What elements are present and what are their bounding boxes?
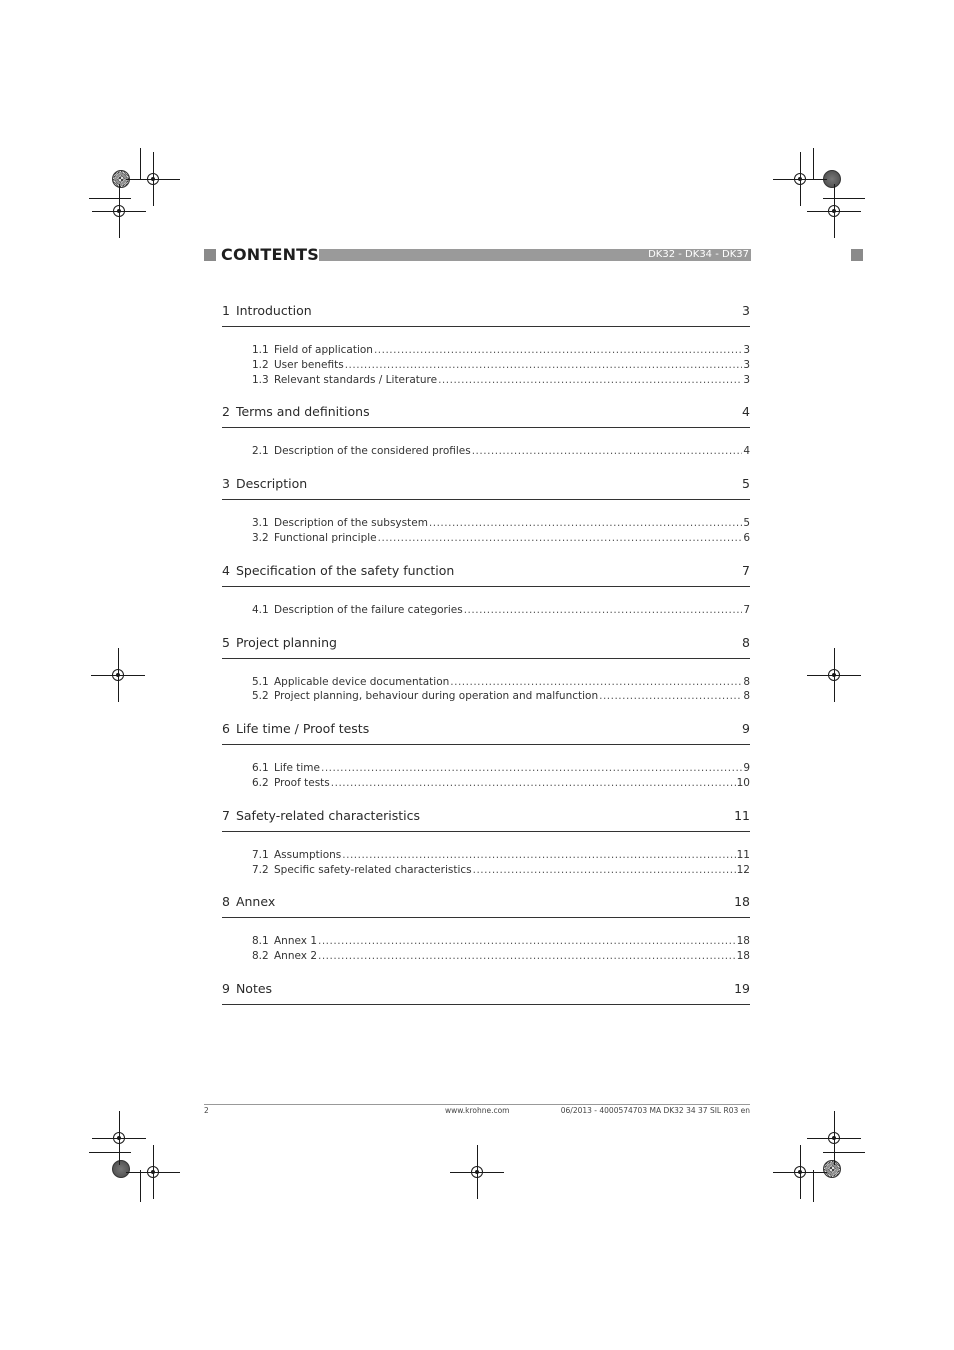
toc-chapter-page: 8 [742, 634, 750, 650]
crop-line [89, 198, 131, 199]
toc-subsection-page: 4 [743, 445, 750, 458]
toc-subsection-row[interactable] [222, 445, 750, 460]
toc-chapter-title: Specification of the safety function [235, 562, 455, 578]
toc-chapter-page: 18 [734, 894, 750, 910]
toc-section [222, 981, 750, 1005]
toc-chapter-row[interactable] [222, 563, 750, 587]
toc-subsection-page: 9 [743, 762, 750, 775]
crop-line [89, 1152, 131, 1153]
header-square-right [851, 249, 863, 261]
toc-section [222, 635, 750, 722]
toc-chapter-title: Terms and definitions [235, 404, 370, 420]
crop-line [813, 148, 814, 180]
toc-leader-dots [464, 604, 743, 616]
toc-subsection-row[interactable] [222, 690, 750, 705]
toc-subsection-row[interactable] [222, 532, 750, 547]
toc-subsection-title: Applicable device documentation [274, 675, 450, 688]
toc-leader-dots [374, 344, 742, 356]
toc-subsection-row[interactable] [222, 950, 750, 965]
toc-subsection-row[interactable] [222, 344, 750, 359]
toc-chapter-title: Description [235, 476, 308, 492]
footer-rule [204, 1104, 750, 1105]
toc-chapter-number: 6 [222, 721, 230, 737]
toc-chapter-row[interactable] [222, 721, 750, 745]
toc-chapter-page: 4 [742, 404, 750, 420]
toc-subsection-row[interactable] [222, 676, 750, 691]
crop-line [823, 198, 865, 199]
toc-chapter-title: Project planning [235, 634, 337, 650]
footer-docref: 06/2013 - 4000574703 MA DK32 34 37 SIL R03 en [560, 1106, 750, 1115]
toc-subsection-page: 11 [736, 848, 750, 861]
toc-chapter-page: 11 [734, 807, 750, 823]
table-of-contents [222, 303, 750, 1005]
toc-chapter-row[interactable] [222, 476, 750, 500]
toc-subsection-page: 5 [743, 517, 750, 530]
toc-subsection-title: Project planning, behaviour during operation and malfunction [274, 690, 599, 703]
toc-subsection-number: 1.3 [252, 373, 269, 386]
toc-chapter-page: 5 [742, 476, 750, 492]
toc-subsection-title: Specific safety-related characteristics [274, 863, 472, 876]
toc-subsection-row[interactable] [222, 777, 750, 792]
toc-chapter-page: 19 [734, 980, 750, 996]
toc-subsection-page: 10 [736, 776, 750, 789]
toc-subsection-number: 5.1 [252, 675, 269, 688]
toc-subsection-number: 1.1 [252, 344, 269, 356]
toc-chapter-number: 7 [222, 807, 230, 823]
toc-subsection-title: Description of the subsystem [274, 517, 428, 530]
toc-subsection-page: 8 [743, 690, 750, 703]
toc-subsection-number: 3.2 [252, 531, 269, 544]
toc-subsection-title: Description of the considered profiles [274, 445, 471, 458]
toc-subsection-page: 8 [743, 675, 750, 688]
toc-subsection-page: 3 [743, 373, 750, 386]
toc-section [222, 404, 750, 476]
crop-line [813, 1170, 814, 1202]
toc-leader-dots [321, 762, 742, 774]
toc-subsection-page: 18 [736, 950, 750, 963]
toc-chapter-page: 7 [742, 562, 750, 578]
toc-subsection-row[interactable] [222, 849, 750, 864]
toc-subsection-title: Assumptions [274, 848, 342, 861]
toc-chapter-row[interactable] [222, 404, 750, 428]
toc-subsection-row[interactable] [222, 374, 750, 389]
toc-subsection-title: Field of application [274, 344, 373, 356]
toc-chapter-page: 3 [742, 303, 750, 318]
toc-subsection-row[interactable] [222, 762, 750, 777]
toc-subsection-title: User benefits [274, 358, 344, 371]
toc-subsection-row[interactable] [222, 359, 750, 374]
toc-chapter-row[interactable] [222, 808, 750, 832]
toc-leader-dots [342, 849, 735, 861]
toc-subsection-row[interactable] [222, 864, 750, 879]
toc-leader-dots [450, 676, 742, 688]
toc-leader-dots [429, 517, 742, 529]
toc-section [222, 721, 750, 808]
toc-chapter-title: Safety-related characteristics [235, 807, 421, 823]
toc-subsection-number: 8.2 [252, 950, 269, 963]
toc-subsection-page: 18 [736, 935, 750, 948]
toc-subsection-page: 7 [743, 603, 750, 616]
toc-chapter-number: 1 [222, 303, 230, 318]
toc-subsection-number: 3.1 [252, 517, 269, 530]
toc-section [222, 476, 750, 563]
toc-chapter-title: Notes [235, 980, 273, 996]
toc-leader-dots [318, 935, 736, 947]
toc-leader-dots [473, 864, 736, 876]
color-target-icon [112, 1160, 130, 1178]
toc-subsection-title: Annex 2 [274, 950, 317, 963]
toc-subsection-row[interactable] [222, 935, 750, 950]
footer-page-number: 2 [204, 1106, 209, 1115]
toc-subsection-page: 3 [743, 344, 750, 356]
toc-section [222, 563, 750, 635]
toc-subsection-number: 1.2 [252, 358, 269, 371]
toc-leader-dots [599, 690, 742, 702]
crop-line [140, 148, 141, 180]
toc-chapter-title: Annex [235, 894, 276, 910]
toc-subsection-number: 8.1 [252, 935, 269, 948]
toc-subsection-number: 4.1 [252, 603, 269, 616]
toc-chapter-page: 9 [742, 721, 750, 737]
toc-chapter-row[interactable] [222, 981, 750, 1005]
toc-subsection-page: 3 [743, 358, 750, 371]
header-bar [319, 249, 751, 261]
header-square-left [204, 249, 216, 261]
color-target-icon [823, 1160, 841, 1178]
toc-subsection-title: Relevant standards / Literature [274, 373, 438, 386]
toc-section [222, 303, 750, 404]
toc-leader-dots [378, 532, 743, 544]
toc-chapter-row[interactable] [222, 635, 750, 659]
toc-section [222, 894, 750, 981]
toc-leader-dots [331, 777, 736, 789]
toc-subsection-number: 7.1 [252, 848, 269, 861]
footer-website: www.krohne.com [445, 1106, 510, 1115]
toc-chapter-number: 3 [222, 476, 230, 492]
toc-subsection-number: 6.1 [252, 762, 269, 775]
toc-section [222, 808, 750, 895]
toc-subsection-number: 5.2 [252, 690, 269, 703]
toc-chapter-number: 2 [222, 404, 230, 420]
toc-subsection-title: Description of the failure categories [274, 603, 463, 616]
toc-subsection-title: Functional principle [274, 531, 377, 544]
toc-chapter-title: Life time / Proof tests [235, 721, 370, 737]
toc-chapter-row[interactable] [222, 303, 750, 327]
crop-line [140, 1170, 141, 1202]
toc-chapter-title: Introduction [235, 303, 312, 318]
toc-subsection-number: 7.2 [252, 863, 269, 876]
toc-chapter-number: 9 [222, 980, 230, 996]
toc-leader-dots [345, 359, 743, 371]
toc-chapter-row[interactable] [222, 894, 750, 918]
toc-chapter-number: 4 [222, 562, 230, 578]
toc-subsection-number: 6.2 [252, 776, 269, 789]
toc-subsection-title: Proof tests [274, 776, 330, 789]
toc-subsection-number: 2.1 [252, 445, 269, 458]
toc-subsection-page: 12 [736, 863, 750, 876]
page-title: CONTENTS [221, 245, 320, 264]
toc-subsection-title: Life time [274, 762, 320, 775]
toc-subsection-row[interactable] [222, 604, 750, 619]
toc-chapter-number: 8 [222, 894, 230, 910]
toc-subsection-row[interactable] [222, 517, 750, 532]
toc-chapter-number: 5 [222, 634, 230, 650]
toc-leader-dots [438, 374, 742, 386]
toc-leader-dots [472, 445, 743, 457]
toc-leader-dots [318, 950, 736, 962]
toc-subsection-title: Annex 1 [274, 935, 317, 948]
toc-subsection-page: 6 [743, 531, 750, 544]
crop-line [823, 1152, 865, 1153]
header-model-label: DK32 - DK34 - DK37 [648, 249, 749, 260]
